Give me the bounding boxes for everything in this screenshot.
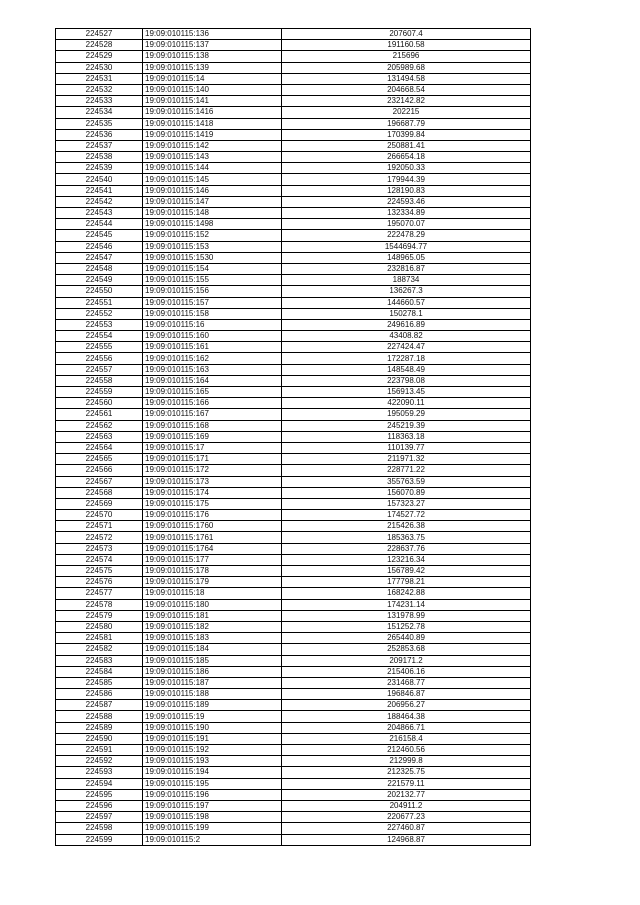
row-id-cell: 224575 [56,566,143,577]
table-row [56,62,531,73]
table-row [56,767,531,778]
value-cell: 220677.23 [282,812,531,823]
table-row [56,230,531,241]
value-cell: 245219.39 [282,420,531,431]
cadastral-number-cell: 19:09:010115:1498 [143,219,282,230]
table-row [56,107,531,118]
row-id-cell: 224547 [56,252,143,263]
value-cell: 151252.78 [282,621,531,632]
value-cell: 223798.08 [282,375,531,386]
table-row [56,185,531,196]
row-id-cell: 224556 [56,353,143,364]
table-row [56,745,531,756]
row-id-cell: 224563 [56,431,143,442]
cadastral-number-cell: 19:09:010115:160 [143,331,282,342]
table-row [56,319,531,330]
row-id-cell: 224585 [56,677,143,688]
table-row [56,655,531,666]
cadastral-number-cell: 19:09:010115:190 [143,722,282,733]
value-cell: 355763.59 [282,476,531,487]
row-id-cell: 224552 [56,308,143,319]
value-cell: 170399.84 [282,129,531,140]
table-row [56,465,531,476]
row-id-cell: 224558 [56,375,143,386]
row-id-cell: 224548 [56,263,143,274]
value-cell: 196687.79 [282,118,531,129]
table-row [56,476,531,487]
cadastral-number-cell: 19:09:010115:192 [143,745,282,756]
value-cell: 265440.89 [282,633,531,644]
value-cell: 195070.07 [282,219,531,230]
row-id-cell: 224531 [56,73,143,84]
row-id-cell: 224534 [56,107,143,118]
table-row [56,387,531,398]
cadastral-number-cell: 19:09:010115:194 [143,767,282,778]
table-row [56,722,531,733]
table-row [56,40,531,51]
table-row [56,219,531,230]
value-cell: 252853.68 [282,644,531,655]
cadastral-number-cell: 19:09:010115:176 [143,510,282,521]
cadastral-number-cell: 19:09:010115:147 [143,196,282,207]
value-cell: 232816.87 [282,263,531,274]
row-id-cell: 224550 [56,286,143,297]
row-id-cell: 224596 [56,800,143,811]
value-cell: 221579.11 [282,778,531,789]
cadastral-number-cell: 19:09:010115:168 [143,420,282,431]
row-id-cell: 224540 [56,174,143,185]
cadastral-number-cell: 19:09:010115:138 [143,51,282,62]
row-id-cell: 224541 [56,185,143,196]
row-id-cell: 224581 [56,633,143,644]
table-row [56,342,531,353]
cadastral-number-cell: 19:09:010115:2 [143,834,282,845]
cadastral-number-cell: 19:09:010115:143 [143,152,282,163]
row-id-cell: 224590 [56,733,143,744]
table-row [56,588,531,599]
row-id-cell: 224593 [56,767,143,778]
row-id-cell: 224582 [56,644,143,655]
table-row [56,420,531,431]
cadastral-number-cell: 19:09:010115:136 [143,29,282,40]
value-cell: 174231.14 [282,599,531,610]
cadastral-number-cell: 19:09:010115:189 [143,700,282,711]
cadastral-number-cell: 19:09:010115:169 [143,431,282,442]
cadastral-number-cell: 19:09:010115:177 [143,554,282,565]
cadastral-number-cell: 19:09:010115:164 [143,375,282,386]
table-row [56,800,531,811]
table-row [56,174,531,185]
row-id-cell: 224559 [56,387,143,398]
value-cell: 212325.75 [282,767,531,778]
table-row [56,543,531,554]
table-row [56,286,531,297]
row-id-cell: 224583 [56,655,143,666]
cadastral-number-cell: 19:09:010115:19 [143,711,282,722]
table-row [56,599,531,610]
row-id-cell: 224528 [56,40,143,51]
table-row [56,454,531,465]
value-cell: 131494.58 [282,73,531,84]
row-id-cell: 224536 [56,129,143,140]
cadastral-number-cell: 19:09:010115:1530 [143,252,282,263]
table-row [56,73,531,84]
row-id-cell: 224577 [56,588,143,599]
table-row [56,208,531,219]
table-row [56,610,531,621]
row-id-cell: 224595 [56,789,143,800]
value-cell: 224593.46 [282,196,531,207]
table-row [56,812,531,823]
row-id-cell: 224587 [56,700,143,711]
row-id-cell: 224557 [56,364,143,375]
table-row [56,756,531,767]
cadastral-number-cell: 19:09:010115:1761 [143,532,282,543]
value-cell: 156789.42 [282,566,531,577]
table-row [56,834,531,845]
row-id-cell: 224588 [56,711,143,722]
table-row [56,140,531,151]
table-row [56,353,531,364]
row-id-cell: 224594 [56,778,143,789]
row-id-cell: 224579 [56,610,143,621]
row-id-cell: 224545 [56,230,143,241]
table-row [56,778,531,789]
table-row [56,689,531,700]
cadastral-number-cell: 19:09:010115:1760 [143,521,282,532]
value-cell: 192050.33 [282,163,531,174]
cadastral-number-cell: 19:09:010115:163 [143,364,282,375]
value-cell: 232142.82 [282,96,531,107]
table-body [56,29,531,846]
value-cell: 1544694.77 [282,241,531,252]
value-cell: 228637.76 [282,543,531,554]
row-id-cell: 224568 [56,487,143,498]
value-cell: 202215 [282,107,531,118]
cadastral-number-cell: 19:09:010115:167 [143,409,282,420]
value-cell: 202132.77 [282,789,531,800]
value-cell: 136267.3 [282,286,531,297]
table-row [56,823,531,834]
row-id-cell: 224571 [56,521,143,532]
row-id-cell: 224564 [56,442,143,453]
value-cell: 128190.83 [282,185,531,196]
row-id-cell: 224539 [56,163,143,174]
value-cell: 132334.89 [282,208,531,219]
value-cell: 188734 [282,275,531,286]
value-cell: 205989.68 [282,62,531,73]
cadastral-number-cell: 19:09:010115:162 [143,353,282,364]
value-cell: 231468.77 [282,677,531,688]
cadastral-number-cell: 19:09:010115:156 [143,286,282,297]
cadastral-number-cell: 19:09:010115:165 [143,387,282,398]
cadastral-number-cell: 19:09:010115:155 [143,275,282,286]
cadastral-number-cell: 19:09:010115:172 [143,465,282,476]
table-row [56,409,531,420]
cadastral-number-cell: 19:09:010115:1418 [143,118,282,129]
cadastral-number-cell: 19:09:010115:141 [143,96,282,107]
cadastral-number-cell: 19:09:010115:181 [143,610,282,621]
table-row [56,789,531,800]
cadastral-number-cell: 19:09:010115:137 [143,40,282,51]
table-row [56,241,531,252]
table-row [56,118,531,129]
value-cell: 179944.39 [282,174,531,185]
value-cell: 148548.49 [282,364,531,375]
row-id-cell: 224554 [56,331,143,342]
value-cell: 156070.89 [282,487,531,498]
value-cell: 156913.45 [282,387,531,398]
row-id-cell: 224542 [56,196,143,207]
cadastral-number-cell: 19:09:010115:184 [143,644,282,655]
table-row [56,275,531,286]
row-id-cell: 224566 [56,465,143,476]
value-cell: 191160.58 [282,40,531,51]
row-id-cell: 224589 [56,722,143,733]
value-cell: 150278.1 [282,308,531,319]
row-id-cell: 224561 [56,409,143,420]
value-cell: 266654.18 [282,152,531,163]
row-id-cell: 224538 [56,152,143,163]
value-cell: 209171.2 [282,655,531,666]
table-row [56,29,531,40]
row-id-cell: 224598 [56,823,143,834]
value-cell: 124968.87 [282,834,531,845]
table-row [56,331,531,342]
cadastral-number-cell: 19:09:010115:144 [143,163,282,174]
value-cell: 215426.38 [282,521,531,532]
value-cell: 215406.16 [282,666,531,677]
value-cell: 131978.99 [282,610,531,621]
cadastral-number-cell: 19:09:010115:18 [143,588,282,599]
cadastral-number-cell: 19:09:010115:17 [143,442,282,453]
table-row [56,297,531,308]
cadastral-number-cell: 19:09:010115:187 [143,677,282,688]
table-row [56,487,531,498]
cadastral-number-cell: 19:09:010115:197 [143,800,282,811]
cadastral-number-cell: 19:09:010115:193 [143,756,282,767]
row-id-cell: 224551 [56,297,143,308]
table-row [56,252,531,263]
value-cell: 168242.88 [282,588,531,599]
table-row [56,364,531,375]
cadastral-number-cell: 19:09:010115:161 [143,342,282,353]
cadastral-number-cell: 19:09:010115:185 [143,655,282,666]
row-id-cell: 224578 [56,599,143,610]
cadastral-number-cell: 19:09:010115:180 [143,599,282,610]
row-id-cell: 224597 [56,812,143,823]
row-id-cell: 224562 [56,420,143,431]
table-row [56,129,531,140]
row-id-cell: 224573 [56,543,143,554]
row-id-cell: 224584 [56,666,143,677]
cadastral-number-cell: 19:09:010115:195 [143,778,282,789]
cadastral-number-cell: 19:09:010115:157 [143,297,282,308]
value-cell: 157323.27 [282,498,531,509]
value-cell: 228771.22 [282,465,531,476]
value-cell: 204911.2 [282,800,531,811]
table-row [56,163,531,174]
row-id-cell: 224549 [56,275,143,286]
table-row [56,152,531,163]
value-cell: 148965.05 [282,252,531,263]
cadastral-number-cell: 19:09:010115:1416 [143,107,282,118]
value-cell: 174527.72 [282,510,531,521]
cadastral-number-cell: 19:09:010115:174 [143,487,282,498]
value-cell: 144660.57 [282,297,531,308]
table-row [56,521,531,532]
value-cell: 177798.21 [282,577,531,588]
value-cell: 250881.41 [282,140,531,151]
value-cell: 43408.82 [282,331,531,342]
table-row [56,51,531,62]
data-table [55,28,531,846]
row-id-cell: 224532 [56,84,143,95]
value-cell: 227424.47 [282,342,531,353]
cadastral-number-cell: 19:09:010115:153 [143,241,282,252]
value-cell: 422090.11 [282,398,531,409]
table-row [56,442,531,453]
cadastral-number-cell: 19:09:010115:173 [143,476,282,487]
row-id-cell: 224592 [56,756,143,767]
value-cell: 172287.18 [282,353,531,364]
cadastral-number-cell: 19:09:010115:166 [143,398,282,409]
value-cell: 206956.27 [282,700,531,711]
value-cell: 207607.4 [282,29,531,40]
table-row [56,554,531,565]
value-cell: 211971.32 [282,454,531,465]
row-id-cell: 224576 [56,577,143,588]
row-id-cell: 224570 [56,510,143,521]
table-row [56,308,531,319]
table-row [56,398,531,409]
cadastral-number-cell: 19:09:010115:198 [143,812,282,823]
table-row [56,375,531,386]
row-id-cell: 224535 [56,118,143,129]
cadastral-number-cell: 19:09:010115:14 [143,73,282,84]
value-cell: 110139.77 [282,442,531,453]
cadastral-number-cell: 19:09:010115:152 [143,230,282,241]
cadastral-number-cell: 19:09:010115:16 [143,319,282,330]
table-row [56,666,531,677]
cadastral-number-cell: 19:09:010115:1764 [143,543,282,554]
value-cell: 212999.8 [282,756,531,767]
table-row [56,733,531,744]
value-cell: 123216.34 [282,554,531,565]
cadastral-number-cell: 19:09:010115:186 [143,666,282,677]
value-cell: 204668.54 [282,84,531,95]
row-id-cell: 224543 [56,208,143,219]
table-row [56,566,531,577]
table-row [56,644,531,655]
value-cell: 185363.75 [282,532,531,543]
table-row [56,633,531,644]
value-cell: 227460.87 [282,823,531,834]
cadastral-number-cell: 19:09:010115:1419 [143,129,282,140]
table-row [56,431,531,442]
row-id-cell: 224572 [56,532,143,543]
value-cell: 212460.56 [282,745,531,756]
row-id-cell: 224537 [56,140,143,151]
table-row [56,263,531,274]
value-cell: 215696 [282,51,531,62]
table-row [56,711,531,722]
cadastral-number-cell: 19:09:010115:148 [143,208,282,219]
row-id-cell: 224530 [56,62,143,73]
table-row [56,96,531,107]
table-row [56,677,531,688]
row-id-cell: 224544 [56,219,143,230]
table-row [56,84,531,95]
cadastral-number-cell: 19:09:010115:146 [143,185,282,196]
row-id-cell: 224546 [56,241,143,252]
table-row [56,498,531,509]
row-id-cell: 224565 [56,454,143,465]
table-row [56,700,531,711]
row-id-cell: 224599 [56,834,143,845]
table-row [56,621,531,632]
row-id-cell: 224553 [56,319,143,330]
cadastral-number-cell: 19:09:010115:199 [143,823,282,834]
cadastral-number-cell: 19:09:010115:182 [143,621,282,632]
cadastral-number-cell: 19:09:010115:175 [143,498,282,509]
value-cell: 196846.87 [282,689,531,700]
row-id-cell: 224555 [56,342,143,353]
cadastral-number-cell: 19:09:010115:145 [143,174,282,185]
row-id-cell: 224586 [56,689,143,700]
value-cell: 216158.4 [282,733,531,744]
row-id-cell: 224591 [56,745,143,756]
row-id-cell: 224569 [56,498,143,509]
row-id-cell: 224567 [56,476,143,487]
table-row [56,532,531,543]
table-row [56,196,531,207]
cadastral-number-cell: 19:09:010115:188 [143,689,282,700]
cadastral-number-cell: 19:09:010115:191 [143,733,282,744]
cadastral-number-cell: 19:09:010115:140 [143,84,282,95]
cadastral-number-cell: 19:09:010115:183 [143,633,282,644]
value-cell: 188464.38 [282,711,531,722]
row-id-cell: 224560 [56,398,143,409]
cadastral-number-cell: 19:09:010115:178 [143,566,282,577]
cadastral-number-cell: 19:09:010115:154 [143,263,282,274]
table-row [56,510,531,521]
cadastral-number-cell: 19:09:010115:196 [143,789,282,800]
row-id-cell: 224533 [56,96,143,107]
row-id-cell: 224527 [56,29,143,40]
value-cell: 249616.89 [282,319,531,330]
value-cell: 118363.18 [282,431,531,442]
value-cell: 195059.29 [282,409,531,420]
cadastral-number-cell: 19:09:010115:142 [143,140,282,151]
cadastral-number-cell: 19:09:010115:158 [143,308,282,319]
table-row [56,577,531,588]
value-cell: 204866.71 [282,722,531,733]
row-id-cell: 224574 [56,554,143,565]
cadastral-number-cell: 19:09:010115:139 [143,62,282,73]
row-id-cell: 224580 [56,621,143,632]
cadastral-number-cell: 19:09:010115:179 [143,577,282,588]
cadastral-number-cell: 19:09:010115:171 [143,454,282,465]
value-cell: 222478.29 [282,230,531,241]
row-id-cell: 224529 [56,51,143,62]
